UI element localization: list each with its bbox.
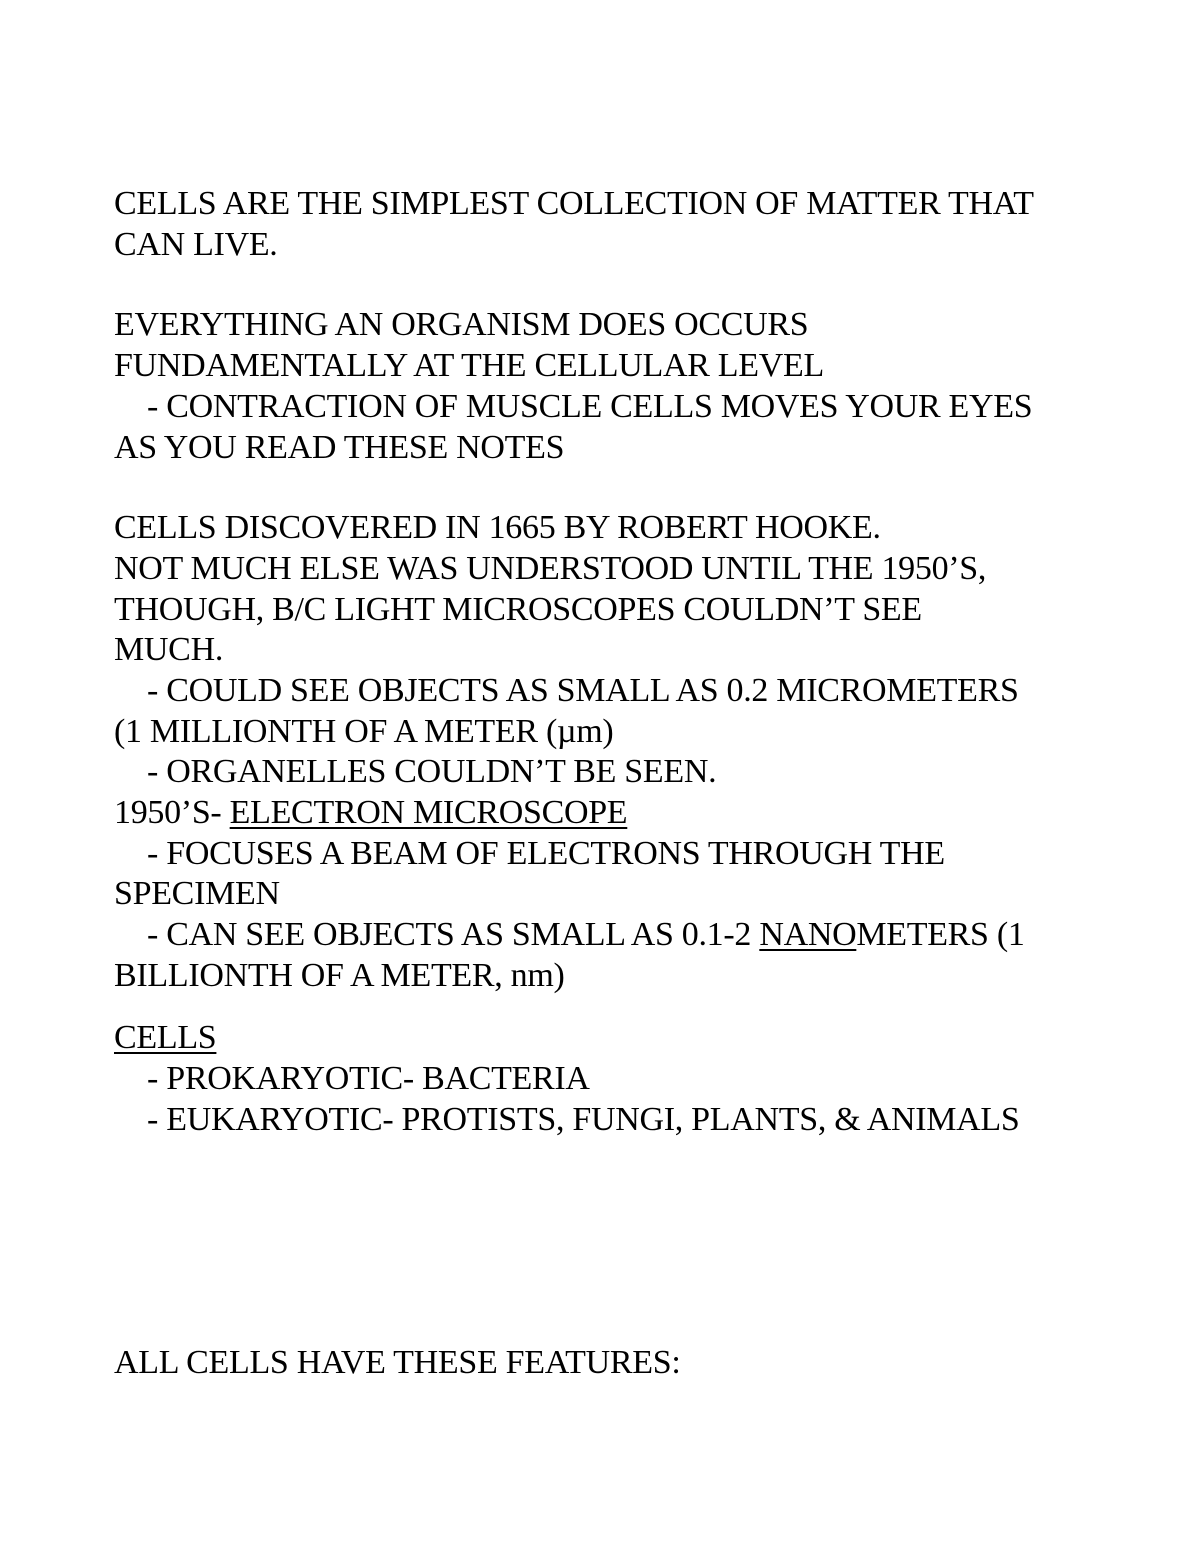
- text-line: - CONTRACTION OF MUSCLE CELLS MOVES YOUR EYES: [147, 388, 1033, 425]
- text-line: CAN LIVE.: [114, 226, 278, 263]
- text-line: - ORGANELLES COULDN’T BE SEEN.: [147, 753, 717, 790]
- text-line: THOUGH, B/C LIGHT MICROSCOPES COULDN’T SEE: [114, 591, 922, 628]
- text-line: - FOCUSES A BEAM OF ELECTRONS THROUGH THE: [147, 835, 945, 872]
- underlined-term: ELECTRON MICROSCOPE: [229, 794, 628, 831]
- text-line: CELLS DISCOVERED IN 1665 BY ROBERT HOOKE.: [114, 509, 881, 546]
- text-segment: - CAN SEE OBJECTS AS SMALL AS 0.1-2: [147, 916, 760, 953]
- list-item: - EUKARYOTIC- PROTISTS, FUNGI, PLANTS, & ANIMALS: [147, 1101, 1020, 1138]
- text-segment: 1950’S-: [114, 794, 230, 831]
- text-line: SPECIMEN: [114, 875, 280, 912]
- section-heading: CELLS: [114, 1019, 217, 1056]
- text-line: EVERYTHING AN ORGANISM DOES OCCURS: [114, 306, 809, 343]
- text-line: AS YOU READ THESE NOTES: [114, 429, 565, 466]
- text-line: [114, 793, 627, 833]
- text-line: NOT MUCH ELSE WAS UNDERSTOOD UNTIL THE 1950’S,: [114, 550, 987, 587]
- list-item: - PROKARYOTIC- BACTERIA: [147, 1060, 590, 1097]
- text-line: [147, 915, 1025, 955]
- underlined-term: NANO: [759, 916, 857, 953]
- text-segment: METERS (1: [856, 916, 1025, 953]
- text-line: (1 MILLIONTH OF A METER (µm): [114, 713, 614, 750]
- text-line: BILLIONTH OF A METER, nm): [114, 957, 565, 994]
- text-line: ALL CELLS HAVE THESE FEATURES:: [114, 1344, 681, 1381]
- text-line: CELLS ARE THE SIMPLEST COLLECTION OF MATTER THAT: [114, 185, 1034, 222]
- text-line: FUNDAMENTALLY AT THE CELLULAR LEVEL: [114, 347, 824, 384]
- text-line: MUCH.: [114, 631, 224, 668]
- text-line: - COULD SEE OBJECTS AS SMALL AS 0.2 MICROMETERS: [147, 672, 1019, 709]
